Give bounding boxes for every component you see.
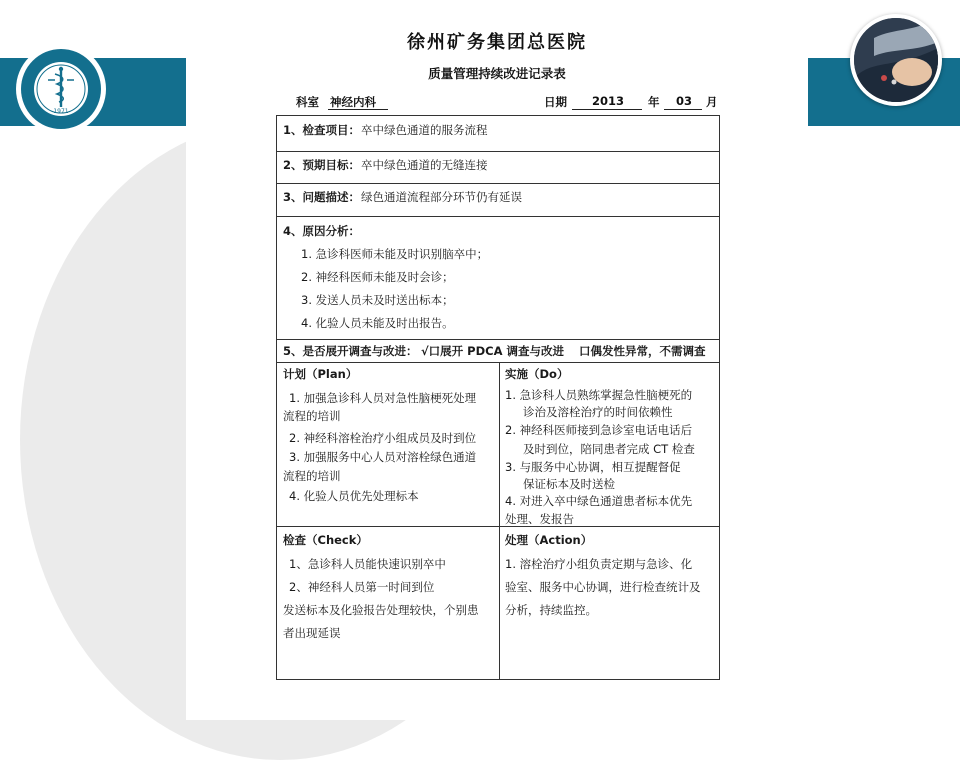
month-value: 03	[676, 94, 693, 108]
month-label: 月	[706, 95, 718, 109]
document-subtitle: 质量管理持续改进记录表	[428, 66, 566, 81]
problem-value: 绿色通道流程部分环节仍有延误	[361, 190, 522, 204]
hospital-logo	[16, 44, 106, 134]
row-divider	[277, 151, 719, 152]
action-title: 处理（Action）	[505, 533, 593, 547]
document-title: 徐州矿务集团总医院	[407, 32, 587, 53]
check-line: 2、神经科人员第一时间到位	[289, 580, 435, 594]
do-line: 4. 对进入卒中绿色通道患者标本优先	[505, 494, 693, 508]
dept-underline	[328, 109, 388, 110]
check-item-label: 1、检查项目：	[283, 123, 361, 137]
pdca-column-divider	[499, 362, 500, 680]
check-line: 1、急诊科人员能快速识别卒中	[289, 557, 446, 571]
dept-value: 神经内科	[330, 95, 376, 109]
year-value: 2013	[592, 94, 625, 108]
do-line: 保证标本及时送检	[523, 477, 615, 491]
expected-goal-label: 2、预期目标：	[283, 158, 361, 172]
year-label: 年	[648, 95, 660, 109]
investigation-option-incidental: 口偶发性异常，不需调查	[579, 344, 706, 358]
do-line: 2. 神经科医师接到急诊室电话电话后	[505, 423, 693, 437]
plan-line: 1. 加强急诊科人员对急性脑梗死处理	[289, 391, 477, 405]
do-line: 诊治及溶栓治疗的时间依赖性	[523, 405, 673, 419]
left-edge-strip	[0, 58, 16, 126]
header-photo	[850, 14, 942, 106]
cause-item: 2. 神经科医师未能及时会诊；	[301, 270, 454, 284]
do-line: 及时到位，陪同患者完成 CT 检查	[523, 442, 695, 456]
logo-year: 1971	[53, 108, 69, 115]
do-line: 处理、发报告	[505, 512, 574, 526]
action-line: 1. 溶栓治疗小组负责定期与急诊、化	[505, 557, 693, 571]
row-divider	[277, 339, 719, 340]
date-label: 日期	[544, 95, 567, 109]
pdca-row-divider	[277, 526, 719, 527]
expected-goal-value: 卒中绿色通道的无缝连接	[361, 158, 488, 172]
do-title: 实施（Do）	[505, 367, 569, 381]
meta-row	[296, 94, 716, 112]
investigation-option-pdca: √口展开 PDCA 调查与改进	[421, 344, 564, 358]
check-title: 检查（Check）	[283, 533, 368, 547]
check-line: 发送标本及化验报告处理较快，个别患	[283, 603, 479, 617]
year-underline	[572, 109, 642, 110]
row-divider	[277, 216, 719, 217]
do-line: 1. 急诊科人员熟练掌握急性脑梗死的	[505, 388, 693, 402]
hospital-seal-icon	[19, 47, 103, 131]
row-divider	[277, 362, 719, 363]
cause-label: 4、原因分析：	[283, 224, 361, 238]
plan-line: 4. 化验人员优先处理标本	[289, 489, 419, 503]
action-line: 分析，持续监控。	[505, 603, 597, 617]
plan-line: 流程的培训	[283, 409, 341, 423]
cause-item: 1. 急诊科医师未能及时识别脑卒中；	[301, 247, 489, 261]
investigation-label: 5、是否展开调查与改进：	[283, 344, 418, 358]
plan-title: 计划（Plan）	[283, 367, 358, 381]
record-form	[276, 115, 720, 680]
check-item-value: 卒中绿色通道的服务流程	[361, 123, 488, 137]
cause-item: 4. 化验人员未能及时出报告。	[301, 316, 454, 330]
dept-label: 科室	[296, 95, 319, 109]
problem-label: 3、问题描述：	[283, 190, 361, 204]
row-divider	[277, 183, 719, 184]
month-underline	[664, 109, 702, 110]
quality-record-document	[186, 0, 808, 720]
cause-item: 3. 发送人员未及时送出标本；	[301, 293, 454, 307]
check-line: 者出现延误	[283, 626, 341, 640]
plan-line: 2. 神经科溶栓治疗小组成员及时到位	[289, 431, 477, 445]
do-line: 3. 与服务中心协调，相互提醒督促	[505, 460, 681, 474]
plan-line: 流程的培训	[283, 469, 341, 483]
action-line: 验室、服务中心协调，进行检查统计及	[505, 580, 701, 594]
plan-line: 3. 加强服务中心人员对溶栓绿色通道	[289, 450, 477, 464]
patient-photo-icon	[854, 18, 938, 102]
